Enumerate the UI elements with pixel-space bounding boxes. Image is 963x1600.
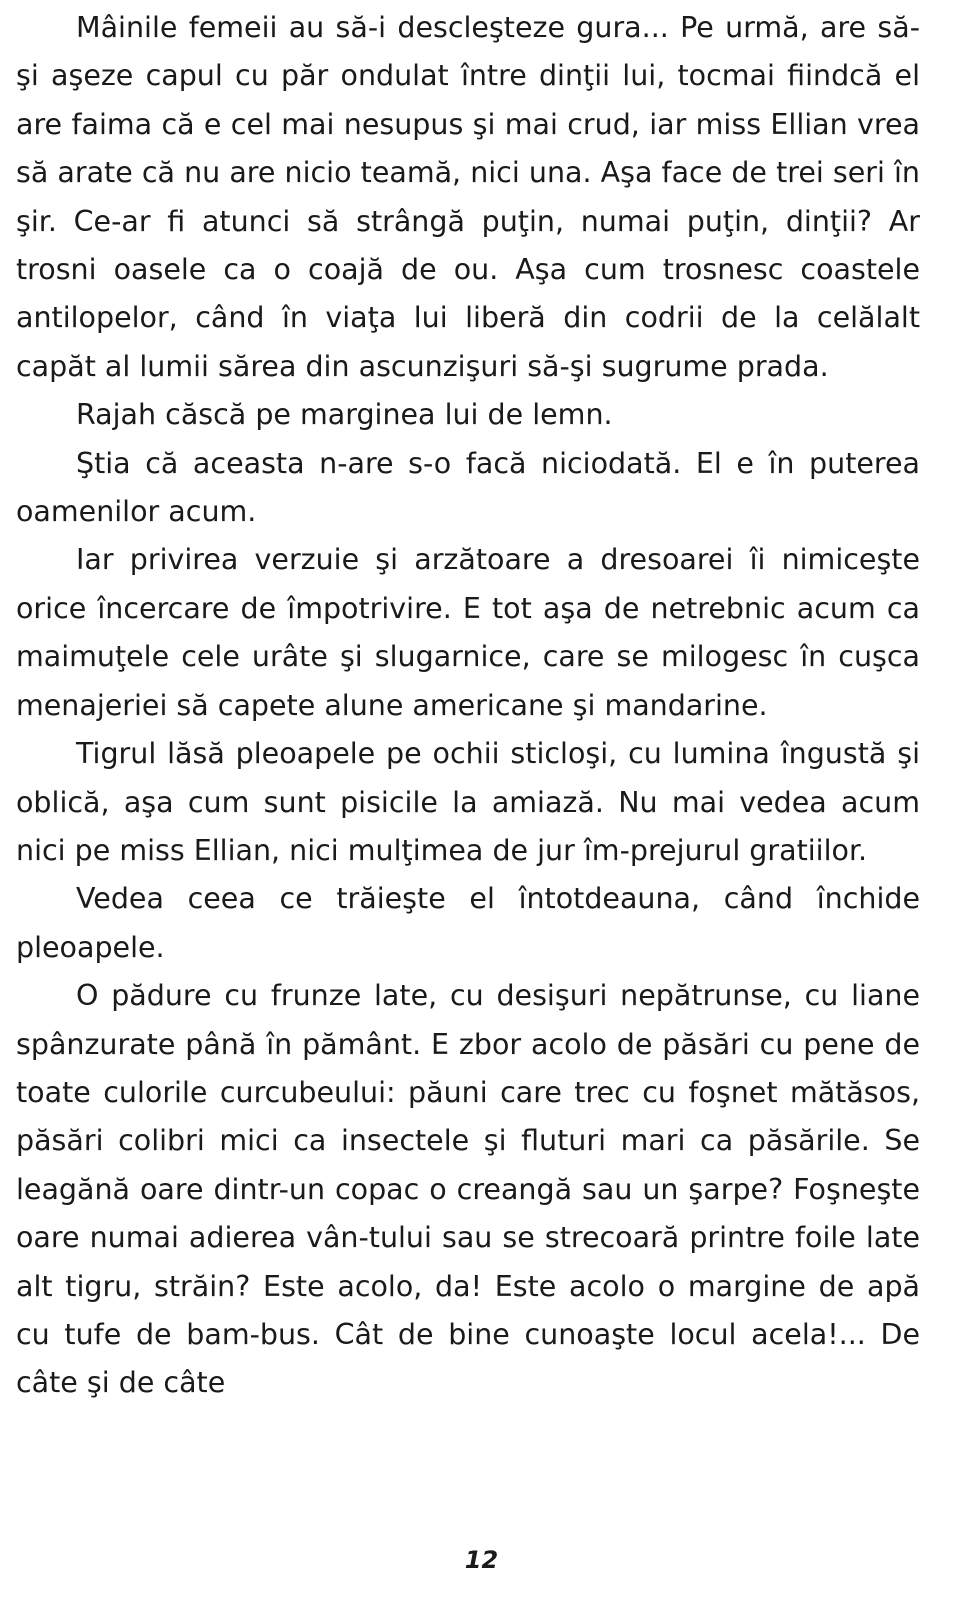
page-number: 12 xyxy=(464,1546,499,1574)
paragraph-4: Iar privirea verzuie şi arzătoare a dresoarei îi nimiceşte orice încercare de împotrivire. E tot aşa de netrebnic acum ca maimuţele cele urâte şi slugarnice, care se milogesc în cuşca menajeriei să capete alune americane şi mandarine. xyxy=(16,543,920,722)
paragraph-2: Rajah căscă pe marginea lui de lemn. xyxy=(76,398,613,432)
paragraph-3: Ştia că aceasta n-are s-o facă niciodată. El e în puterea oamenilor acum. xyxy=(16,446,920,529)
paragraph-1: Mâinile femeii au să-i descleşteze gura... Pe urmă, are să-şi aşeze capul cu păr ondulat între dinţii lui, tocmai fiindcă el are faima că e cel mai nesupus şi mai crud, iar miss Ellian vrea să arate că nu are nicio teamă, nici una. Aşa face de trei seri în şir. Ce-ar fi atunci să strângă puţin, numai puţin, dinţii? Ar trosni oasele ca o coajă de ou. Aşa cum trosnesc coastele antilopelor, când în viaţa lui liberă din codrii de la celălalt capăt al lumii sărea din ascunzişuri să-şi sugrume prada. xyxy=(16,11,920,383)
paragraph-5: Tigrul lăsă pleoapele pe ochii sticloşi, cu lumina îngustă şi oblică, aşa cum sunt pisicile la amiază. Nu mai vedea acum nici pe miss Ellian, nici mulţimea de jur îm-prejurul gratiilor. xyxy=(16,737,920,867)
paragraph-6: Vedea ceea ce trăieşte el întotdeauna, când închide pleoapele. xyxy=(16,882,920,964)
paragraph-7: O pădure cu frunze late, cu desişuri nepătrunse, cu liane spânzurate până în pământ. E zbor acolo de păsări cu pene de toate culorile curcubeului: păuni care trec cu foşnet mătăsos, păsări colibri mici ca insectele şi fluturi mari ca păsările. Se leagănă oare dintr-un copac o creangă sau un şarpe? Foşneşte oare numai adierea vân-tului sau se strecoară printre foile late alt tigru, străin? Este acolo, da! Este acolo o margine de apă cu tufe de bam-bus. Cât de bine cunoaşte locul acela!... De câte şi de câte xyxy=(16,979,920,1400)
page-body xyxy=(16,4,920,1534)
